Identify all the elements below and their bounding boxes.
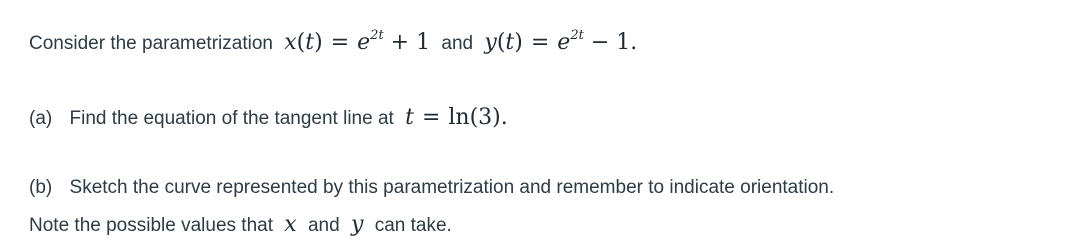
and-word: and: [441, 33, 474, 54]
note-end: can take.: [374, 215, 452, 236]
part-b: [29, 176, 834, 200]
note-and: and: [307, 215, 340, 236]
x-equation: $x(t) = e^{2t} + 1$: [284, 28, 431, 55]
part-a: [29, 106, 508, 131]
problem-intro: [29, 28, 638, 58]
part-a-math: t = ln(3).: [405, 105, 508, 130]
note-text: Note the possible values that: [29, 215, 273, 236]
y-equation: $y(t) = e^{2t} - 1$.: [484, 28, 638, 55]
intro-text: Consider the parametrization: [29, 33, 273, 54]
x-variable: x: [284, 212, 297, 237]
y-variable: y: [350, 212, 364, 237]
part-a-text: Find the equation of the tangent line at: [69, 108, 394, 129]
part-a-label: (a): [29, 108, 53, 129]
part-b-label: (b): [29, 177, 53, 198]
part-b-text: Sketch the curve represented by this parametrization and remember to indicate orientation.: [69, 177, 835, 198]
part-b-note: [29, 213, 452, 238]
